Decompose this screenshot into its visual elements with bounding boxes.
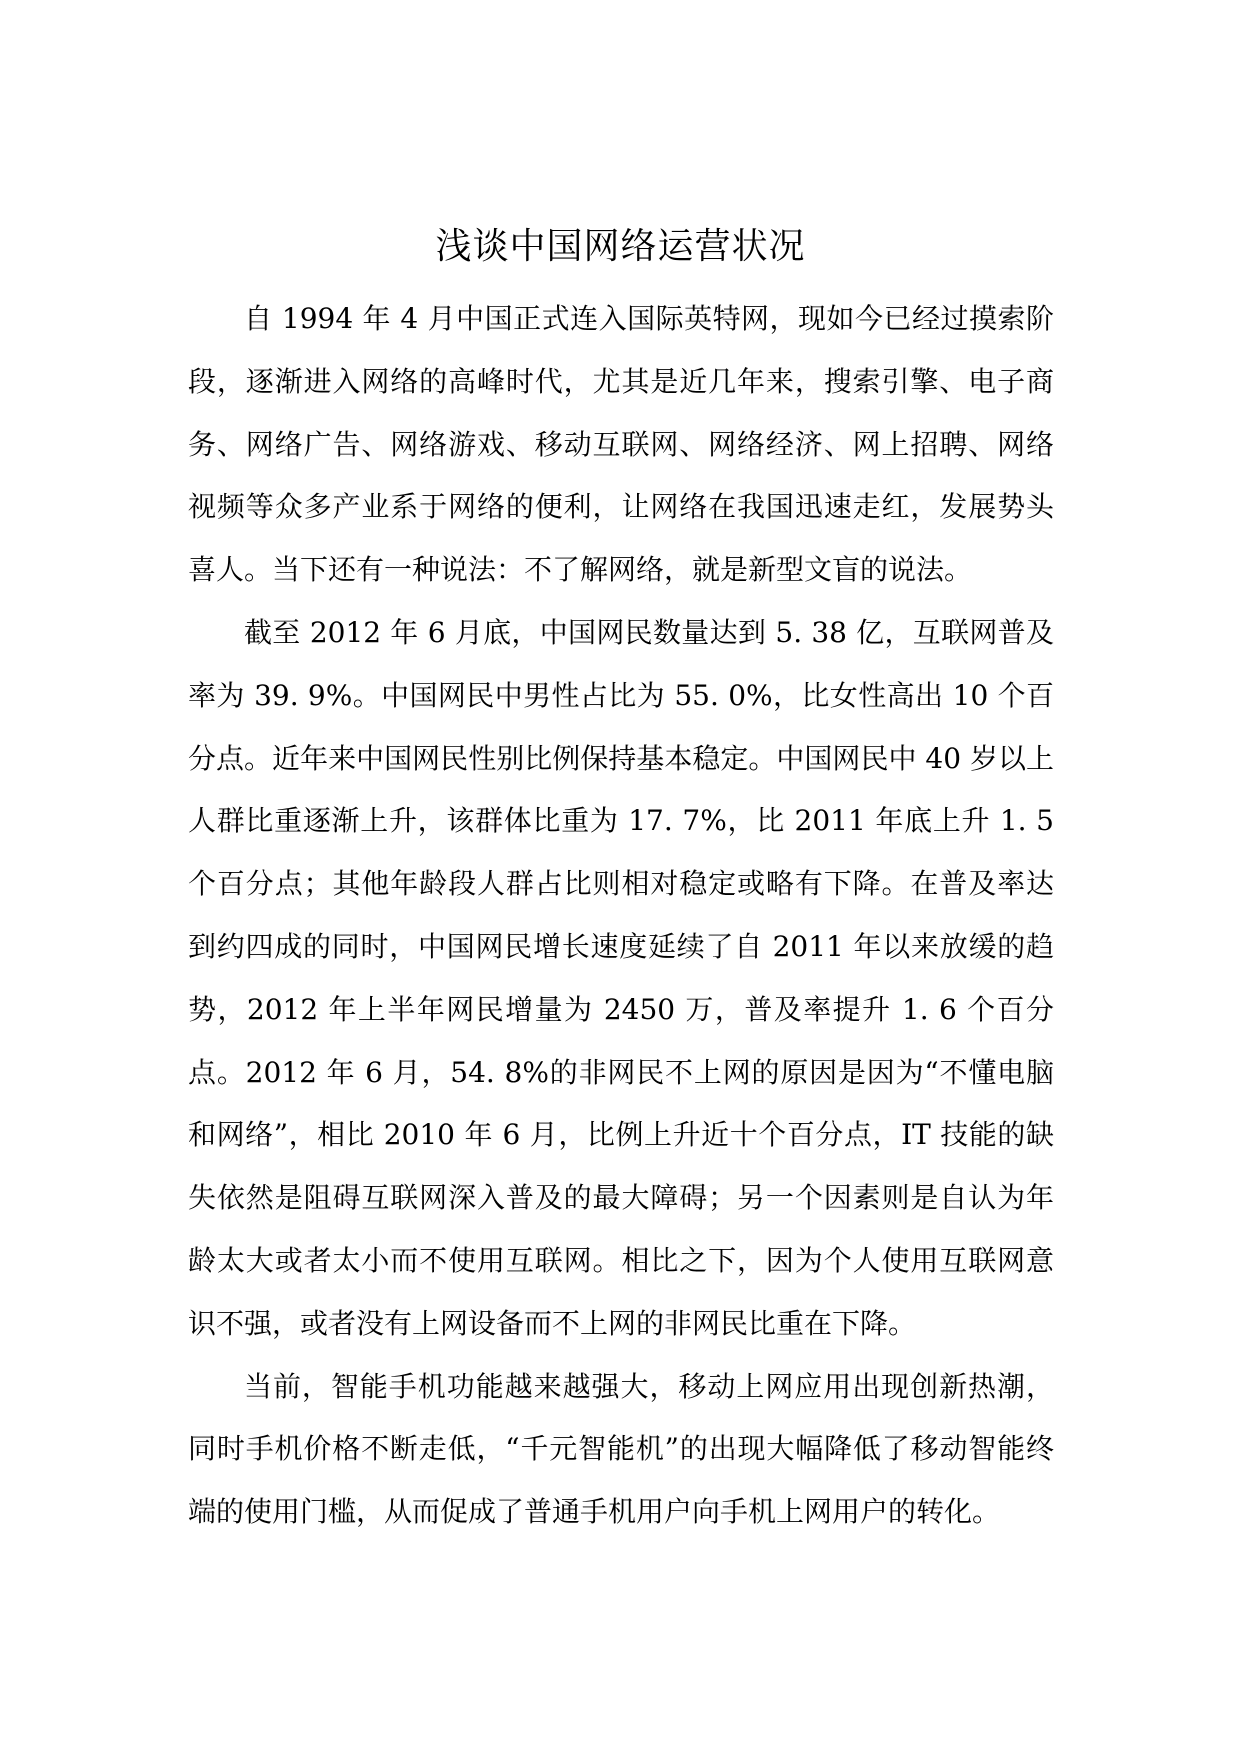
- paragraph-2: 截至 2012 年 6 月底，中国网民数量达到 5. 38 亿，互联网普及率为 39. 9%。中国网民中男性占比为 55. 0%，比女性高出 10 个百分点。近年来中国网民性别比例保持基本稳定。中国网民中 40 岁以上人群比重逐渐上升，该群体比重为 17. 7%，比 2011 年底上升 1. 5 个百分点；其他年龄段人群占比则相对稳定或略有下降。在普及率达到约四成的同时，中国网民增长速度延续了自 2011 年以来放缓的趋势，2012 年上半年网民增量为 2450 万，普及率提升 1. 6 个百分点。2012 年 6 月，54. 8%的非网民不上网的原因是因为“不懂电脑和网络”，相比 2010 年 6 月，比例上升近十个百分点，IT 技能的缺失依然是阻碍互联网深入普及的最大障碍；另一个因素则是自认为年龄太大或者太小而不使用互联网。相比之下，因为个人使用互联网意识不强，或者没有上网设备而不上网的非网民比重在下降。: [188, 615, 1054, 1340]
- page-title: 浅谈中国网络运营状况: [435, 226, 806, 267]
- paragraph-1: 自 1994 年 4 月中国正式连入国际英特网，现如今已经过摸索阶段，逐渐进入网络的高峰时代，尤其是近几年来，搜索引擎、电子商务、网络广告、网络游戏、移动互联网、网络经济、网上招聘、网络视频等众多产业系于网络的便利，让网络在我国迅速走红，发展势头喜人。当下还有一种说法：不了解网络，就是新型文盲的说法。: [188, 302, 1054, 587]
- paragraph-3: 当前，智能手机功能越来越强大，移动上网应用出现创新热潮，同时手机价格不断走低，“千元智能机”的出现大幅降低了移动智能终端的使用门槛，从而促成了普通手机用户向手机上网用户的转化。: [188, 1369, 1054, 1529]
- document-body: [188, 288, 1054, 1544]
